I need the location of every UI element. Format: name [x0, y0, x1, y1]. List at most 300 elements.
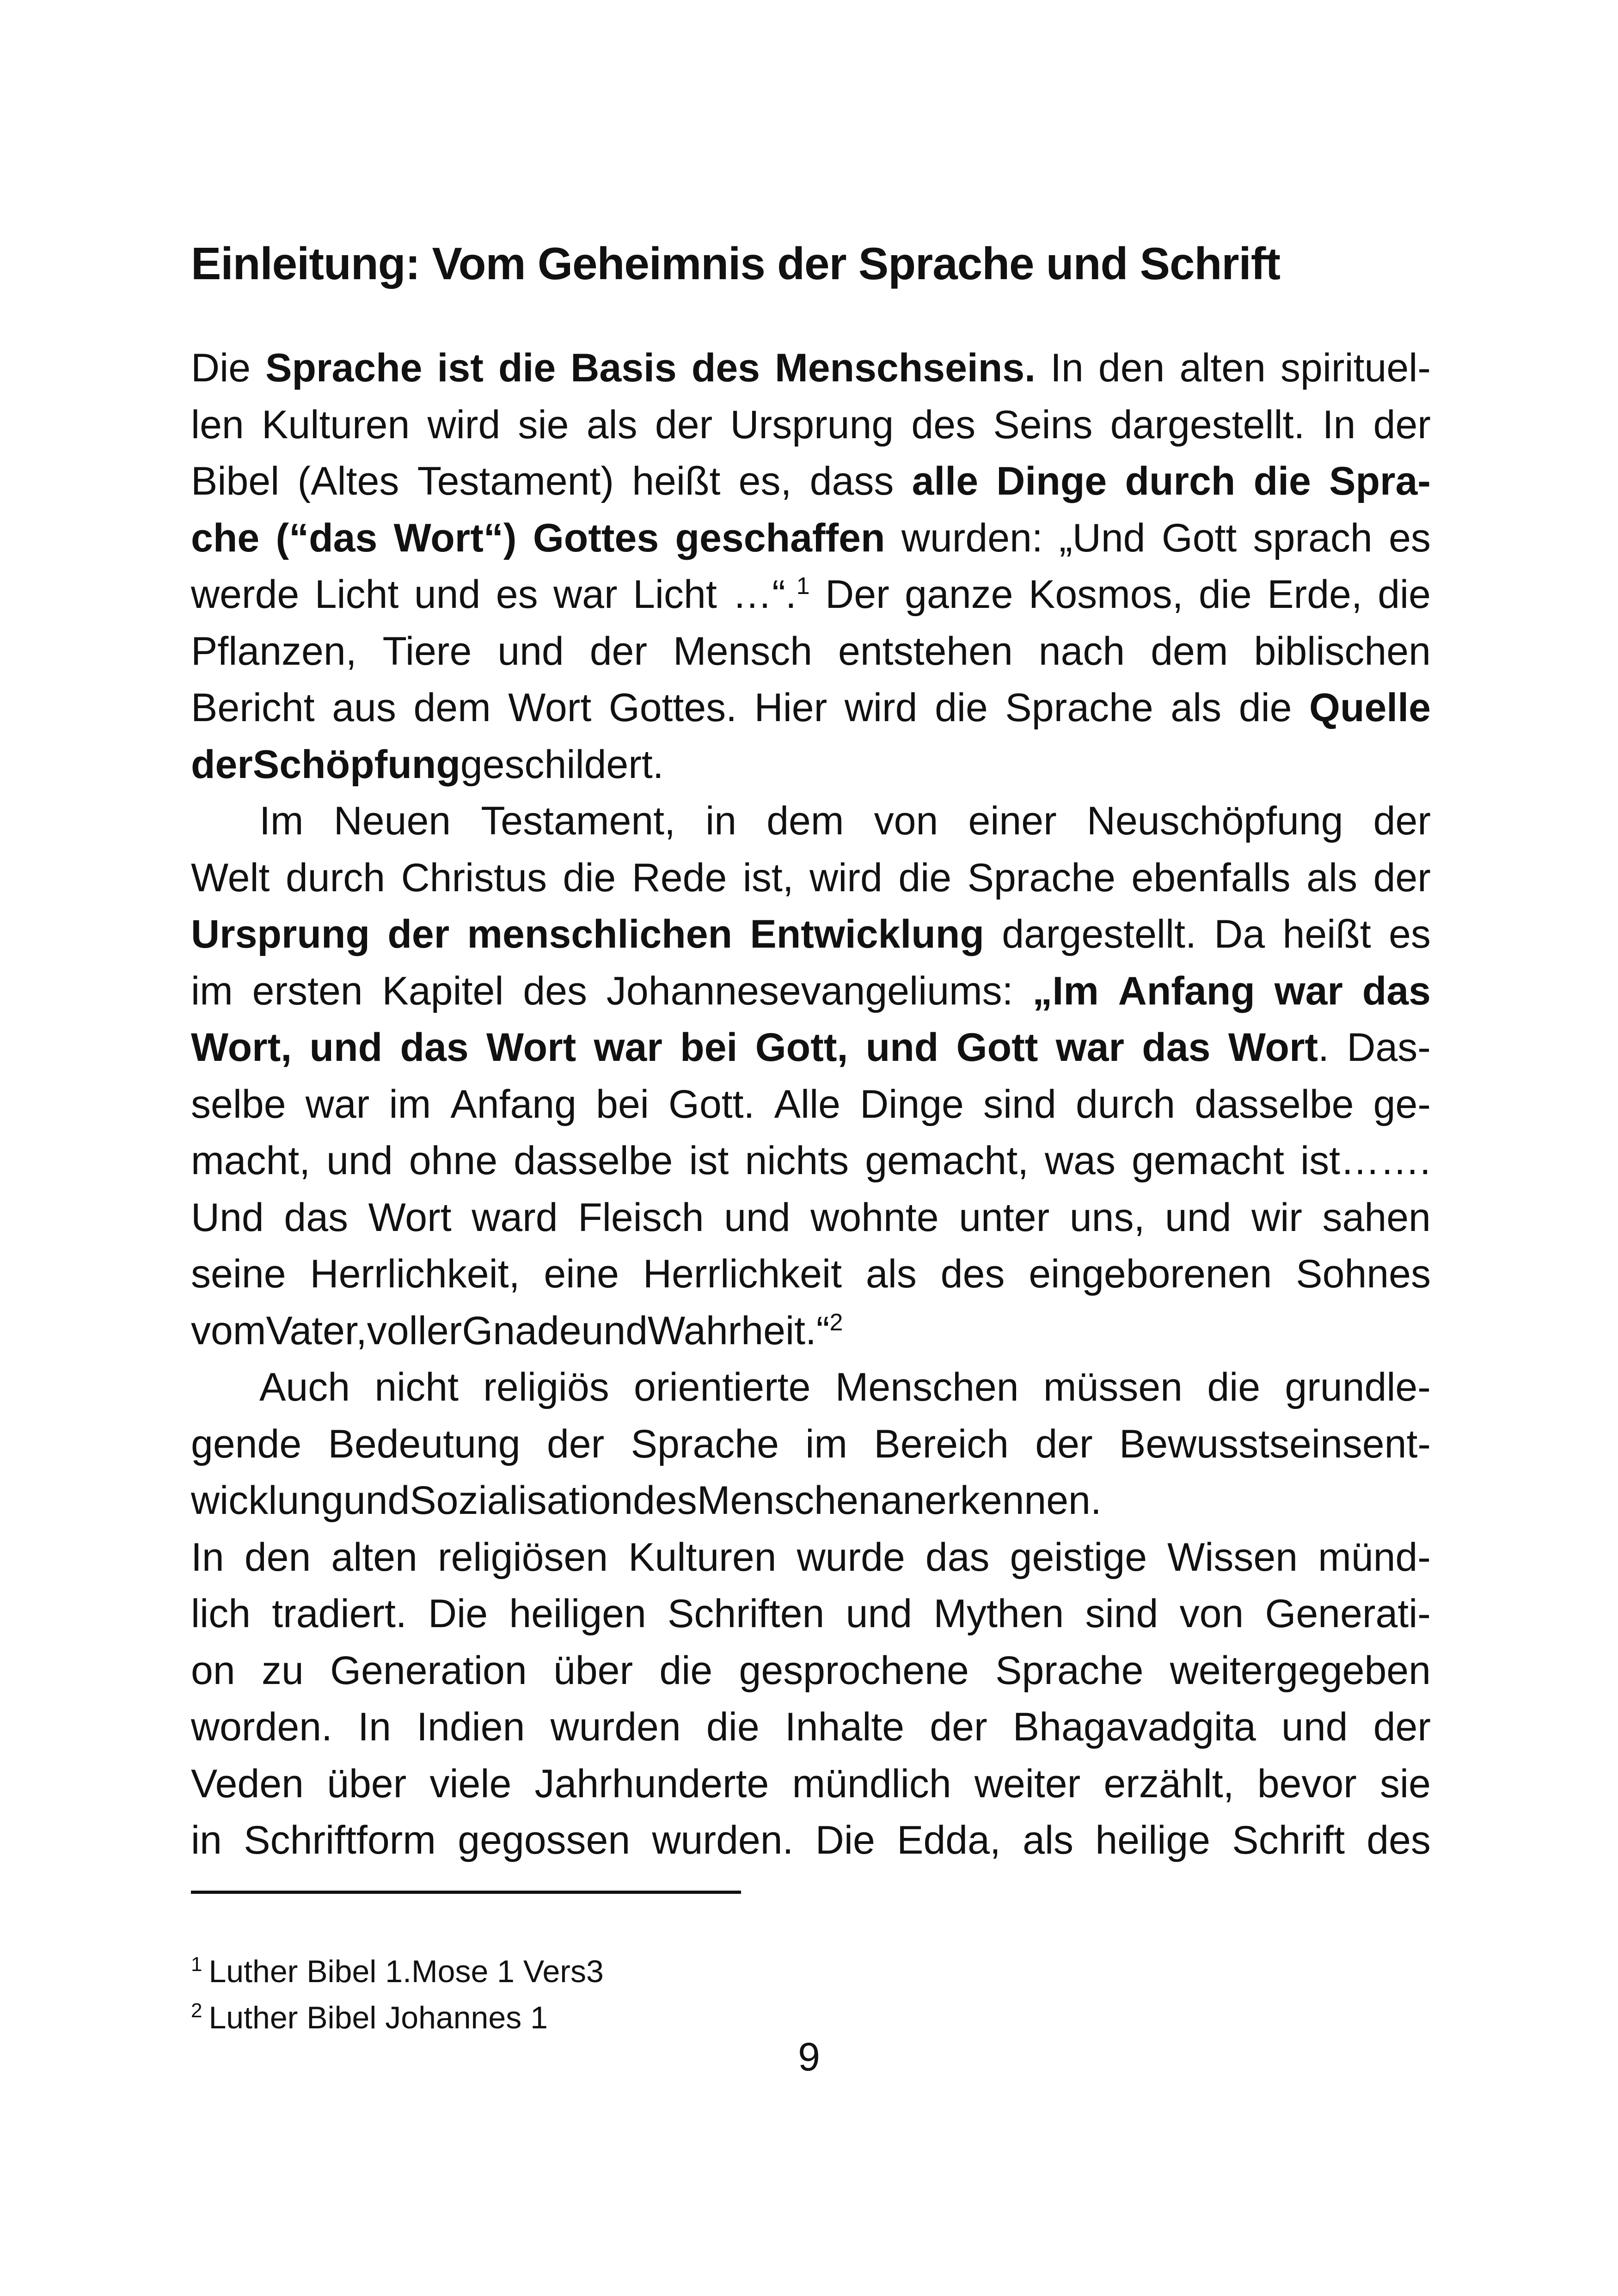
text-run: Testament): [417, 459, 614, 503]
bold-text: Schöpfung: [252, 742, 460, 787]
text-run: bei: [596, 1082, 649, 1127]
word: [191, 1586, 251, 1642]
word: [1281, 1699, 1348, 1756]
text-run: Testament,: [481, 799, 675, 843]
bold-text: war: [1055, 1025, 1124, 1070]
text-run: wir: [1251, 1195, 1302, 1240]
text-run: selbe: [191, 1082, 286, 1127]
word: [508, 680, 591, 736]
word: [582, 1303, 648, 1359]
text-run: Sprache: [631, 1421, 779, 1466]
text-run: war: [553, 572, 618, 617]
text-run: dargestellt.: [1110, 402, 1305, 447]
text-run: Generati-: [1265, 1592, 1431, 1636]
word: [570, 340, 677, 397]
bold-text: das: [1142, 1025, 1211, 1070]
word: [1010, 1529, 1147, 1586]
word: [262, 397, 410, 453]
word: [815, 1812, 875, 1869]
text-run: len: [191, 402, 244, 447]
text-run: religiös: [483, 1365, 609, 1409]
text-run: die: [1207, 1365, 1261, 1409]
word: [634, 1359, 810, 1416]
word: [1119, 1416, 1431, 1473]
bold-text: Quelle: [1309, 686, 1431, 730]
word: [805, 1416, 847, 1473]
word: [437, 340, 484, 397]
word: [191, 453, 279, 510]
text-run: ist,: [742, 855, 794, 900]
text-run: heiligen: [509, 1592, 646, 1636]
text-run: Mensch: [673, 629, 813, 673]
text-run: In: [1050, 346, 1084, 390]
text-line: [191, 1416, 1431, 1473]
word: [865, 1133, 1029, 1189]
text-run: worden.: [191, 1705, 332, 1749]
bold-text: war: [594, 1025, 662, 1070]
footnote: [191, 1948, 1300, 1995]
text-run: gende: [191, 1421, 302, 1466]
word: [297, 453, 399, 510]
text-run: es: [496, 572, 538, 617]
word: [1254, 453, 1311, 510]
word: [632, 453, 720, 510]
footnote-text: Luther Bibel Johannes 1: [208, 2000, 548, 2035]
text-run: und: [1281, 1705, 1348, 1749]
word: [1056, 1019, 1124, 1076]
word: [596, 1076, 649, 1133]
text-run: Wissen: [1167, 1535, 1298, 1580]
text-run: der: [930, 1705, 987, 1749]
text-run: nichts: [745, 1139, 849, 1183]
text-line: [191, 1303, 1431, 1359]
text-line: [191, 340, 1431, 397]
word: [866, 1246, 917, 1303]
word: [1087, 793, 1343, 850]
text-run: im: [191, 968, 233, 1013]
text-run: im: [389, 1082, 431, 1127]
bold-text: das: [400, 1025, 469, 1070]
word: [252, 963, 363, 1020]
word: [1232, 1812, 1345, 1869]
word: [846, 1586, 913, 1642]
bold-text: und: [865, 1025, 939, 1070]
word: [191, 1699, 332, 1756]
text-run: der: [1373, 1705, 1431, 1749]
word: [409, 1133, 497, 1189]
text-run: Wort: [508, 686, 592, 730]
text-run: das: [925, 1535, 990, 1580]
bold-text: Ursprung: [191, 912, 370, 956]
text-run: Bericht: [191, 686, 315, 730]
word: [1110, 397, 1305, 453]
bold-text: die: [1253, 459, 1311, 503]
word: [417, 453, 614, 510]
text-run: in: [191, 1818, 222, 1862]
text-run: ge-: [1373, 1082, 1431, 1127]
text-run: Sprache: [995, 1648, 1144, 1693]
word: [774, 1076, 840, 1133]
text-run: heißt: [1282, 912, 1371, 956]
bold-text: Gott: [956, 1025, 1038, 1070]
word: [993, 397, 1092, 453]
text-run: Licht: [314, 572, 399, 617]
word: [941, 1246, 1005, 1303]
word: [191, 1416, 301, 1473]
text-run: von: [1179, 1592, 1244, 1636]
text-run: orientierte: [634, 1365, 811, 1409]
text-run: Edda,: [897, 1818, 1001, 1862]
text-run: als: [586, 402, 637, 447]
word: [968, 850, 1115, 906]
text-line: [191, 1076, 1431, 1133]
text-line: [191, 1246, 1431, 1303]
text-run: ebenfalls: [1131, 855, 1291, 900]
word: [191, 1472, 343, 1529]
word: [1347, 1019, 1431, 1076]
footnote-ref: 2: [829, 1309, 843, 1336]
text-run: Die: [191, 346, 251, 390]
text-run: als: [865, 1252, 917, 1296]
text-run: entstehen: [838, 629, 1013, 673]
word: [1118, 963, 1255, 1020]
text-run: alten: [331, 1535, 417, 1580]
text-run: Bewusstseinsent-: [1119, 1421, 1431, 1466]
text-run: des: [523, 968, 587, 1013]
text-run: im: [805, 1421, 848, 1466]
text-run: on: [191, 1648, 235, 1693]
text-run: sind: [983, 1082, 1056, 1127]
text-run: Und: [191, 1195, 264, 1240]
text-run: voller: [367, 1308, 462, 1353]
word: [692, 340, 760, 397]
text-run: wicklung: [191, 1478, 343, 1523]
text-run: biblischen: [1254, 629, 1431, 673]
word: [632, 850, 727, 906]
text-run: erzählt,: [1103, 1761, 1234, 1806]
word: [428, 1586, 488, 1642]
text-run: Neuschöpfung: [1086, 799, 1343, 843]
bold-text: „Im: [1032, 968, 1099, 1013]
word: [1281, 340, 1431, 397]
word: [1329, 453, 1431, 510]
text-run: In: [358, 1705, 391, 1749]
text-run: Vater,: [266, 1308, 367, 1353]
bold-text: che: [191, 515, 260, 560]
word: [933, 1586, 1064, 1642]
word: [315, 566, 399, 623]
text-run: Da: [1214, 912, 1265, 956]
text-run: Sozialisation: [410, 1478, 633, 1523]
word: [1045, 1133, 1115, 1189]
text-run: eine: [544, 1252, 619, 1296]
word: [1285, 1359, 1431, 1416]
text-run: Auch: [259, 1365, 350, 1409]
word: [460, 736, 664, 793]
word: [1380, 1756, 1431, 1812]
text-line: [191, 1019, 1431, 1076]
text-run: Sprache: [1005, 686, 1153, 730]
bold-text: der: [191, 742, 253, 787]
bold-text: bei: [680, 1025, 738, 1070]
text-run: tradiert.: [272, 1592, 407, 1636]
word: [383, 623, 472, 680]
text-run: „Und: [1059, 515, 1146, 560]
text-line: [191, 680, 1431, 736]
text-run: weiter: [974, 1761, 1081, 1806]
word: [1043, 1359, 1183, 1416]
word: [996, 453, 1107, 510]
text-run: Alle: [774, 1082, 841, 1127]
text-run: wurden.: [652, 1818, 794, 1862]
bold-text: Gott,: [755, 1025, 848, 1070]
word: [1179, 340, 1266, 397]
word: [633, 1472, 697, 1529]
word: [553, 1642, 633, 1699]
text-run: dem: [413, 686, 491, 730]
word: [668, 1586, 824, 1642]
bold-text: der: [387, 912, 450, 956]
text-run: nach: [1038, 629, 1125, 673]
word: [544, 1246, 619, 1303]
word: [643, 1246, 842, 1303]
word: [590, 623, 647, 680]
text-run: eingeborenen: [1029, 1252, 1272, 1296]
word: [191, 680, 315, 736]
word: [739, 453, 792, 510]
text-run: es,: [738, 459, 792, 503]
word: [1253, 510, 1373, 567]
text-run: ist…….: [1300, 1139, 1431, 1183]
word: [745, 1133, 849, 1189]
text-run: heilige: [1095, 1818, 1210, 1862]
text-run: Menschen: [835, 1365, 1019, 1409]
word: [1367, 1812, 1431, 1869]
text-run: des: [940, 1252, 1005, 1296]
text-run: den: [244, 1535, 311, 1580]
text-line: [191, 1756, 1431, 1812]
word: [706, 1699, 760, 1756]
word: [911, 397, 975, 453]
word: [1309, 680, 1431, 736]
text-line: [191, 1699, 1431, 1756]
text-run: Ursprung: [730, 402, 894, 447]
text-run: dem: [1151, 629, 1228, 673]
word: [1378, 566, 1431, 623]
text-run: geschildert.: [460, 742, 664, 787]
word: [1029, 1246, 1272, 1303]
word: [1228, 1019, 1329, 1076]
footnote: [191, 1995, 1300, 2041]
text-run: die: [1238, 686, 1292, 730]
text-run: wird: [844, 686, 918, 730]
word: [191, 566, 299, 623]
word: [633, 566, 717, 623]
word: [1050, 340, 1084, 397]
text-run: Johannesevangeliums:: [606, 968, 1013, 1013]
word: [374, 1359, 459, 1416]
text-run: von: [874, 799, 938, 843]
word: [535, 1756, 769, 1812]
text-run: der: [1373, 855, 1431, 900]
word: [1265, 1586, 1431, 1642]
word: [845, 680, 918, 736]
bold-text: Dinge: [996, 459, 1107, 503]
footnotes: [191, 1948, 1300, 2041]
word: [191, 1756, 304, 1812]
word: [1095, 1812, 1210, 1869]
word: [472, 1189, 558, 1246]
word: [935, 680, 988, 736]
word: [1257, 1756, 1357, 1812]
text-run: durch: [285, 855, 386, 900]
bold-text: Wort“): [393, 515, 517, 560]
word: [245, 1529, 311, 1586]
bold-text: Anfang: [1118, 968, 1255, 1013]
text-run: Bhagavadgita: [1012, 1705, 1256, 1749]
text-run: Seins: [993, 402, 1093, 447]
text-line: [191, 850, 1431, 906]
text-run: Mythen: [933, 1592, 1064, 1636]
text-run: Rede: [631, 855, 727, 900]
text-run: ward: [472, 1195, 558, 1240]
text-run: (Altes: [297, 459, 399, 503]
text-run: Christus: [401, 855, 547, 900]
word: [697, 1472, 881, 1529]
word: [394, 510, 517, 567]
text-run: Neuen: [333, 799, 451, 843]
text-run: spirituel-: [1280, 346, 1431, 390]
bold-text: geschaffen: [675, 515, 885, 560]
word: [1373, 1076, 1431, 1133]
word: [191, 340, 251, 397]
text-run: die: [1198, 572, 1252, 617]
word: [898, 850, 951, 906]
text-run: über: [553, 1648, 633, 1693]
text-run: als: [1023, 1818, 1074, 1862]
text-run: Kapitel: [382, 968, 504, 1013]
word: [400, 1019, 468, 1076]
word: [191, 736, 253, 793]
word: [330, 1642, 527, 1699]
text-line: [191, 1189, 1431, 1246]
footnote-ref: 1: [796, 573, 810, 600]
text-run: Pflanzen,: [191, 629, 357, 673]
footnote-separator: [191, 1891, 741, 1894]
word: [1013, 1699, 1256, 1756]
word: [1059, 510, 1145, 567]
word: [594, 1019, 662, 1076]
text-line: [191, 1133, 1431, 1189]
word: [974, 1756, 1080, 1812]
text-run: Sprache: [967, 855, 1115, 900]
text-run: geistige: [1010, 1535, 1147, 1580]
word: [191, 850, 270, 906]
text-run: zu: [261, 1648, 304, 1693]
text-run: mündlich: [792, 1761, 951, 1806]
word: [327, 1756, 406, 1812]
chapter-heading: Einleitung: Vom Geheimnis der Sprache und Schrift: [191, 238, 1280, 289]
text-run: Jahrhunderte: [534, 1761, 769, 1806]
word: [483, 1359, 609, 1416]
word: [191, 397, 244, 453]
text-run: Schriften: [668, 1592, 825, 1636]
text-line: [191, 736, 1431, 793]
text-run: Welt: [191, 855, 270, 900]
word: [191, 906, 370, 963]
word: [458, 1812, 630, 1869]
text-run: Sohnes: [1296, 1252, 1431, 1296]
text-run: In: [1322, 402, 1356, 447]
text-run: den: [1098, 346, 1165, 390]
text-run: die: [1378, 572, 1431, 617]
text-run: der: [589, 629, 647, 673]
word: [655, 397, 712, 453]
word: [367, 1303, 462, 1359]
word: [1296, 1246, 1431, 1303]
word: [668, 1076, 754, 1133]
text-run: und: [581, 1308, 648, 1353]
word: [1362, 963, 1431, 1020]
text-run: dem: [766, 799, 844, 843]
word: [244, 1812, 436, 1869]
word: [1195, 1076, 1354, 1133]
word: [675, 510, 885, 567]
text-run: seine: [191, 1252, 286, 1296]
word: [191, 1019, 292, 1076]
word: [417, 1699, 525, 1756]
text-run: vom: [191, 1308, 266, 1353]
word: [191, 1246, 286, 1303]
word: [1098, 340, 1165, 397]
word: [498, 340, 556, 397]
word: [1373, 850, 1431, 906]
text-run: wird: [427, 402, 501, 447]
text-run: Bibel: [191, 459, 280, 503]
text-run: als: [1171, 686, 1222, 730]
text-run: dass: [809, 459, 894, 503]
bold-text: menschlichen: [467, 912, 733, 956]
word: [1132, 1133, 1284, 1189]
text-run: Dinge: [860, 1082, 964, 1127]
word: [1254, 623, 1430, 680]
word: [191, 1076, 286, 1133]
text-run: Fleisch: [578, 1195, 704, 1240]
word: [1070, 1189, 1145, 1246]
text-run: als: [1306, 855, 1358, 900]
word: [259, 793, 304, 850]
word: [428, 397, 501, 453]
text-run: ohne: [409, 1139, 498, 1183]
word: [191, 963, 233, 1020]
text-run: Die: [815, 1818, 875, 1862]
text-run: Herrlichkeit: [643, 1252, 842, 1296]
word: [1180, 1586, 1244, 1642]
text-run: gemacht: [1132, 1139, 1284, 1183]
word: [310, 1246, 520, 1303]
text-run: Der: [825, 572, 889, 617]
text-run: Schriftform: [244, 1818, 436, 1862]
word: [689, 1133, 729, 1189]
text-run: des: [911, 402, 976, 447]
text-run: das: [284, 1195, 349, 1240]
text-run: bevor: [1257, 1761, 1357, 1806]
text-line: [191, 1472, 1431, 1529]
text-run: uns,: [1069, 1195, 1145, 1240]
text-run: einer: [968, 799, 1057, 843]
text-run: gesprochene: [739, 1648, 969, 1693]
word: [1171, 680, 1221, 736]
